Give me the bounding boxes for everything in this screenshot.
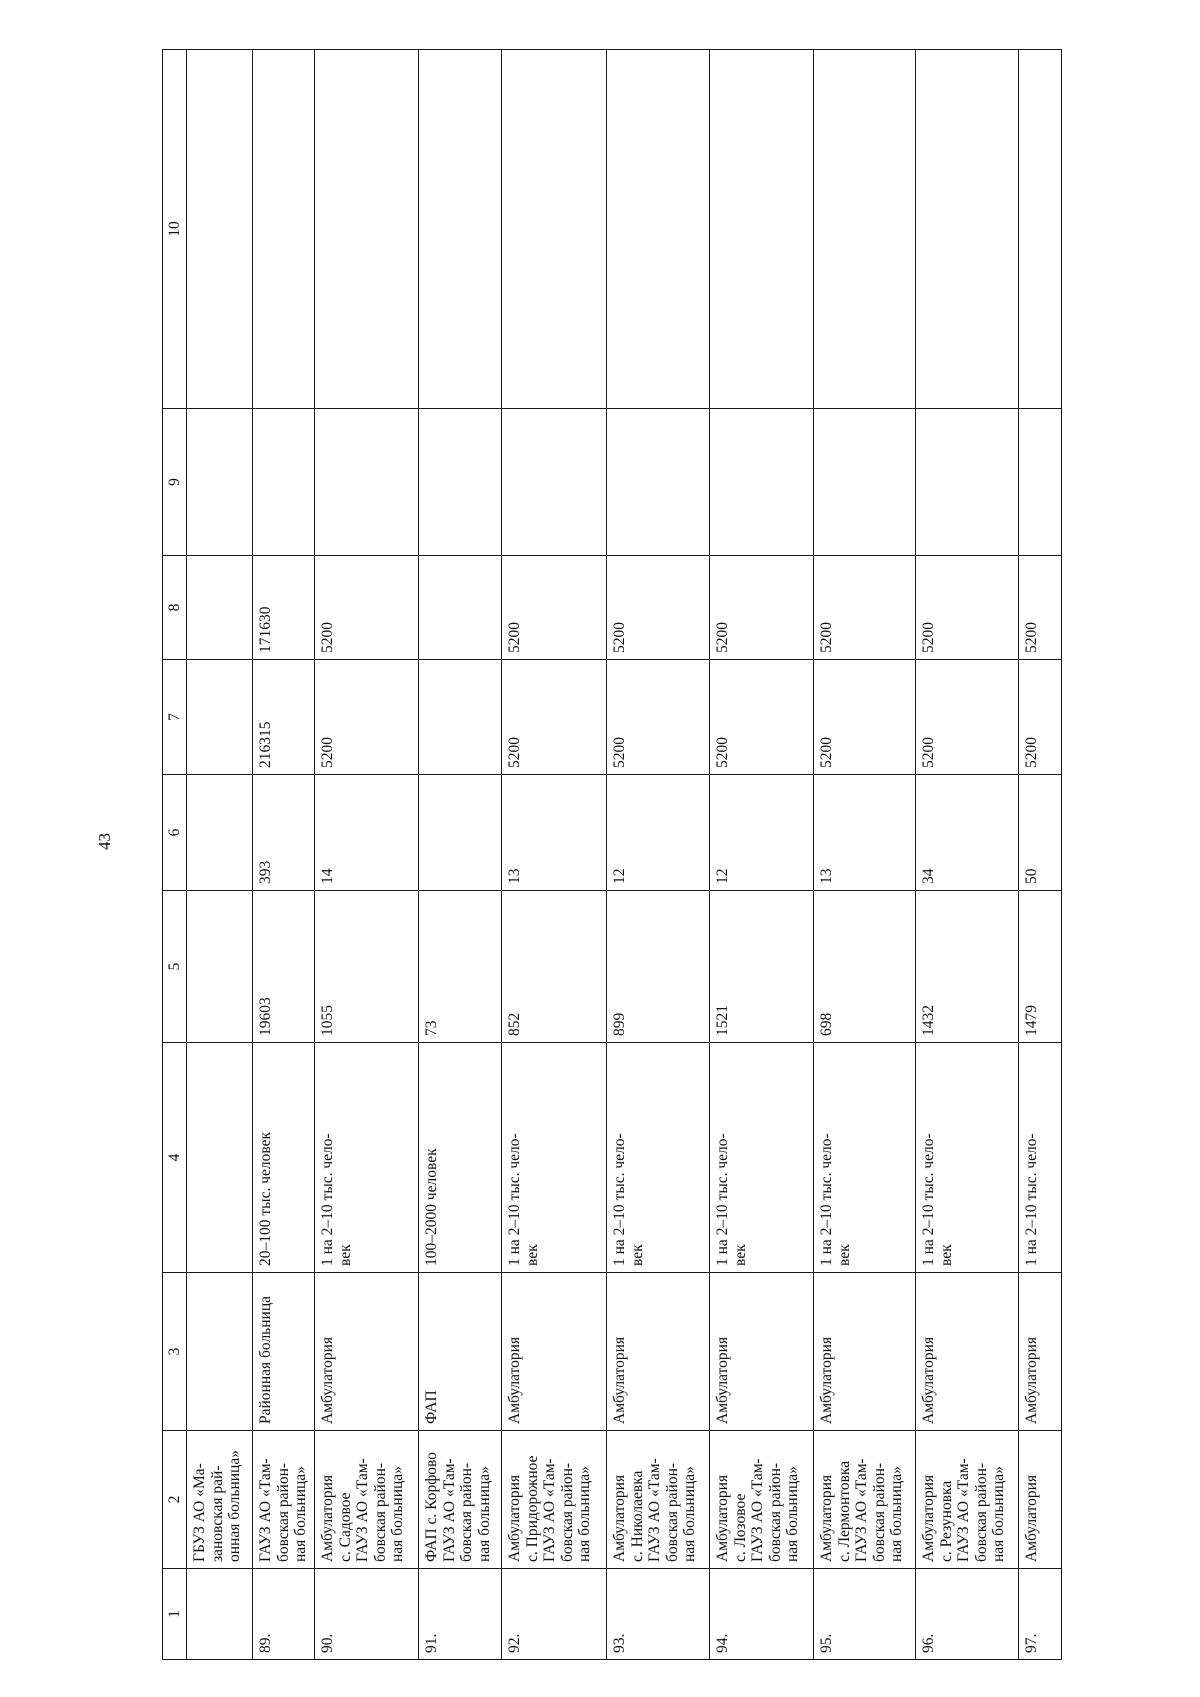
column-6-value: 12	[710, 775, 814, 891]
column-10-value	[502, 50, 607, 409]
table-body	[163, 50, 1062, 1660]
column-8-value: 5200	[315, 556, 419, 660]
column-10-value	[607, 50, 710, 409]
table-row	[607, 50, 710, 1660]
column-7-value: 5200	[814, 660, 916, 775]
facility-type: Амбулатория	[607, 1273, 710, 1431]
population-value	[187, 891, 253, 1043]
column-9-value	[710, 409, 814, 556]
column-10-value	[814, 50, 916, 409]
column-7-value	[187, 660, 253, 775]
service-norm: 1 на 2–10 тыс. чело- век	[315, 1043, 419, 1273]
rotated-table-wrapper	[162, 50, 1062, 1660]
column-header-6: 6	[163, 775, 187, 891]
facility-name: ГБУЗ АО «Ма- зановская рай- онная больница»	[187, 1431, 253, 1569]
column-10-value	[419, 50, 502, 409]
column-7-value: 5200	[315, 660, 419, 775]
service-norm: 1 на 2–10 тыс. чело- век	[710, 1043, 814, 1273]
column-header-5: 5	[163, 891, 187, 1043]
row-number: 92.	[502, 1569, 607, 1660]
column-6-value: 393	[253, 775, 315, 891]
column-header-2: 2	[163, 1431, 187, 1569]
column-9-value	[1019, 409, 1062, 556]
column-9-value	[315, 409, 419, 556]
column-7-value	[419, 660, 502, 775]
population-value: 1521	[710, 891, 814, 1043]
row-number: 93.	[607, 1569, 710, 1660]
column-8-value	[187, 556, 253, 660]
table-header-row	[163, 50, 187, 1660]
table-row	[187, 50, 253, 1660]
column-6-value: 14	[315, 775, 419, 891]
facility-name: Амбулатория с. Лозовое ГАУЗ АО «Там- бовская район- ная больница»	[710, 1431, 814, 1569]
column-6-value: 34	[916, 775, 1019, 891]
facility-name: Амбулатория с. Николаевка ГАУЗ АО «Там- бовская район- ная больница»	[607, 1431, 710, 1569]
column-7-value: 216315	[253, 660, 315, 775]
facility-type: Амбулатория	[1019, 1273, 1062, 1431]
column-header-10: 10	[163, 50, 187, 409]
facility-type: Районная больница	[253, 1273, 315, 1431]
column-6-value	[187, 775, 253, 891]
column-6-value: 13	[502, 775, 607, 891]
row-number: 89.	[253, 1569, 315, 1660]
column-8-value: 5200	[814, 556, 916, 660]
population-value: 899	[607, 891, 710, 1043]
column-9-value	[916, 409, 1019, 556]
table-row	[916, 50, 1019, 1660]
service-norm: 1 на 2–10 тыс. чело- век	[814, 1043, 916, 1273]
service-norm: 20–100 тыс. человек	[253, 1043, 315, 1273]
service-norm: 1 на 2–10 тыс. чело- век	[916, 1043, 1019, 1273]
facility-type: Амбулатория	[502, 1273, 607, 1431]
column-header-3: 3	[163, 1273, 187, 1431]
column-10-value	[253, 50, 315, 409]
facility-type: Амбулатория	[814, 1273, 916, 1431]
column-6-value: 50	[1019, 775, 1062, 891]
population-value: 1055	[315, 891, 419, 1043]
facility-name: Амбулатория с. Придорожное ГАУЗ АО «Там- бовская район- ная больница»	[502, 1431, 607, 1569]
column-9-value	[607, 409, 710, 556]
column-header-1: 1	[163, 1569, 187, 1660]
facilities-table	[162, 49, 1062, 1660]
column-6-value	[419, 775, 502, 891]
column-9-value	[187, 409, 253, 556]
service-norm: 1 на 2–10 тыс. чело- век	[607, 1043, 710, 1273]
column-9-value	[814, 409, 916, 556]
facility-type: Амбулатория	[710, 1273, 814, 1431]
facility-name: ФАП с. Корфово ГАУЗ АО «Там- бовская район- ная больница»	[419, 1431, 502, 1569]
row-number: 95.	[814, 1569, 916, 1660]
column-7-value: 5200	[916, 660, 1019, 775]
service-norm: 1 на 2–10 тыс. чело-	[1019, 1043, 1062, 1273]
column-8-value: 5200	[710, 556, 814, 660]
population-value: 73	[419, 891, 502, 1043]
column-9-value	[253, 409, 315, 556]
population-value: 1479	[1019, 891, 1062, 1043]
population-value: 1432	[916, 891, 1019, 1043]
service-norm	[187, 1043, 253, 1273]
page-number: 43	[95, 833, 114, 850]
row-number: 94.	[710, 1569, 814, 1660]
column-7-value: 5200	[1019, 660, 1062, 775]
column-8-value: 171630	[253, 556, 315, 660]
column-header-9: 9	[163, 409, 187, 556]
facility-type	[187, 1273, 253, 1431]
column-10-value	[187, 50, 253, 409]
population-value: 698	[814, 891, 916, 1043]
column-10-value	[916, 50, 1019, 409]
row-number: 91.	[419, 1569, 502, 1660]
facility-type: ФАП	[419, 1273, 502, 1431]
facility-type: Амбулатория	[916, 1273, 1019, 1431]
column-8-value: 5200	[1019, 556, 1062, 660]
table-row	[710, 50, 814, 1660]
column-8-value: 5200	[916, 556, 1019, 660]
table-row	[502, 50, 607, 1660]
facility-name: ГАУЗ АО «Там- бовская район- ная больница»	[253, 1431, 315, 1569]
column-header-8: 8	[163, 556, 187, 660]
table-row	[253, 50, 315, 1660]
column-10-value	[710, 50, 814, 409]
service-norm: 1 на 2–10 тыс. чело- век	[502, 1043, 607, 1273]
column-6-value: 12	[607, 775, 710, 891]
table-row	[1019, 50, 1062, 1660]
column-8-value: 5200	[502, 556, 607, 660]
column-10-value	[1019, 50, 1062, 409]
table-row	[419, 50, 502, 1660]
row-number: 96.	[916, 1569, 1019, 1660]
column-9-value	[502, 409, 607, 556]
row-number: 90.	[315, 1569, 419, 1660]
column-9-value	[419, 409, 502, 556]
column-7-value: 5200	[502, 660, 607, 775]
facility-name: Амбулатория с. Лермонтовка ГАУЗ АО «Там- бовская район- ная больница»	[814, 1431, 916, 1569]
column-7-value: 5200	[607, 660, 710, 775]
facility-type: Амбулатория	[315, 1273, 419, 1431]
facility-name: Амбулатория с. Резуновка ГАУЗ АО «Там- бовская район- ная больница»	[916, 1431, 1019, 1569]
column-7-value: 5200	[710, 660, 814, 775]
column-header-4: 4	[163, 1043, 187, 1273]
population-value: 852	[502, 891, 607, 1043]
table-row	[814, 50, 916, 1660]
column-6-value: 13	[814, 775, 916, 891]
table-row	[315, 50, 419, 1660]
facility-name: Амбулатория с. Садовое ГАУЗ АО «Там- бовская район- ная больница»	[315, 1431, 419, 1569]
column-8-value	[419, 556, 502, 660]
row-number: 97.	[1019, 1569, 1062, 1660]
column-10-value	[315, 50, 419, 409]
column-header-7: 7	[163, 660, 187, 775]
row-number	[187, 1569, 253, 1660]
population-value: 19603	[253, 891, 315, 1043]
facility-name: Амбулатория	[1019, 1431, 1062, 1569]
column-8-value: 5200	[607, 556, 710, 660]
service-norm: 100–2000 человек	[419, 1043, 502, 1273]
